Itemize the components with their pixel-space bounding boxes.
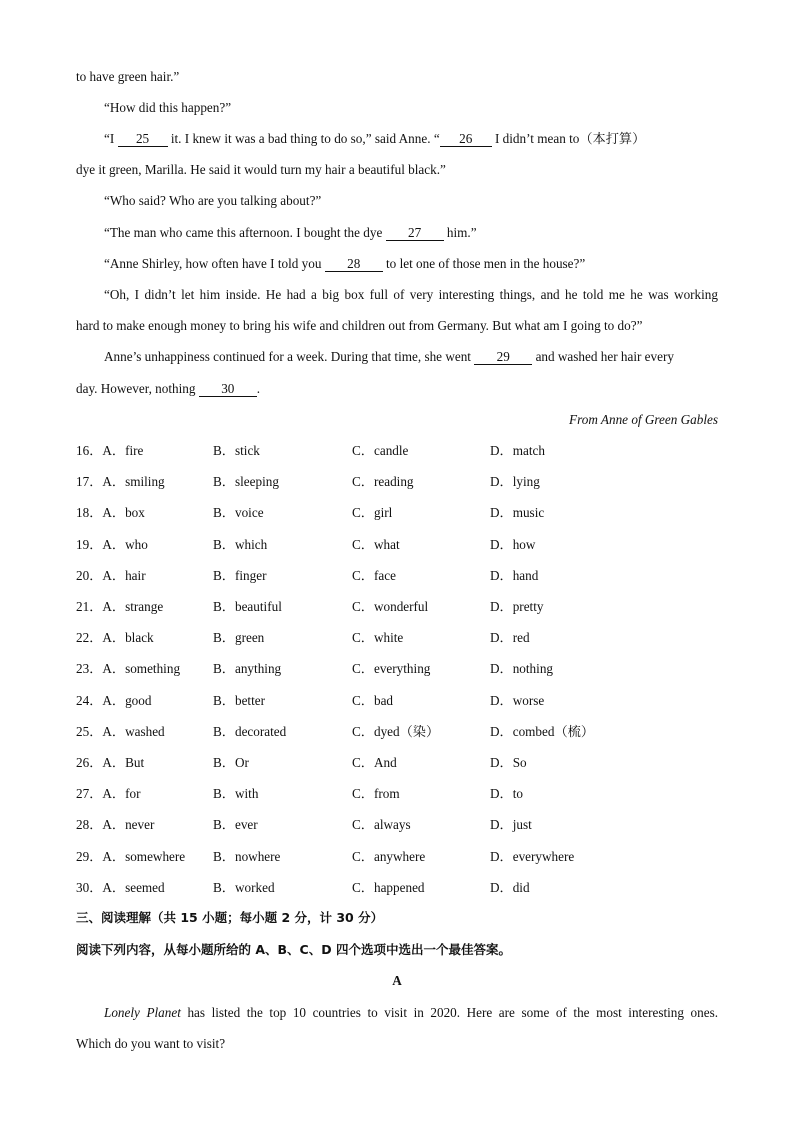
option-a xyxy=(76,754,144,772)
option-b: B．decorated xyxy=(213,723,287,739)
option-row xyxy=(76,660,718,678)
question-number: 19． xyxy=(76,536,103,552)
option-text: A．But xyxy=(102,755,145,770)
passage-line xyxy=(76,380,260,398)
option-row xyxy=(76,879,718,897)
passage-source: From Anne of Green Gables xyxy=(569,412,718,427)
option-row xyxy=(76,754,718,772)
section-instruction: 阅读下列内容，从每小题所给的 A、B、C、D 四个选项中选出一个最佳答案。 xyxy=(76,942,511,957)
text-run: to let one of those men in the house?” xyxy=(382,256,586,271)
option-b: B．with xyxy=(213,786,259,802)
question-number: 21． xyxy=(76,599,103,614)
blank-25: 25 xyxy=(118,131,168,147)
reading-line xyxy=(104,1004,718,1022)
option-c: C．always xyxy=(352,817,411,833)
option-d: D．lying xyxy=(490,474,540,490)
option-text: A．box xyxy=(102,505,145,521)
option-b: B．nowhere xyxy=(213,848,281,864)
option-d: D．to xyxy=(490,786,523,802)
option-d: D．just xyxy=(490,817,532,833)
option-a xyxy=(76,567,146,585)
question-number: 16． xyxy=(76,443,103,458)
passage-line xyxy=(104,255,585,273)
question-number: 18． xyxy=(76,505,103,521)
question-number: 26． xyxy=(76,755,103,770)
text-run: day. However, nothing xyxy=(76,381,199,396)
option-d: D．did xyxy=(490,879,530,895)
option-d: D．everywhere xyxy=(490,848,575,864)
option-row xyxy=(76,473,718,491)
option-d: D．music xyxy=(490,505,545,521)
passage-line: “Who said? Who are you talking about?” xyxy=(104,193,322,208)
option-b: B．finger xyxy=(213,567,267,583)
option-a xyxy=(76,785,140,803)
option-a xyxy=(76,598,163,616)
option-c: C．And xyxy=(352,755,397,770)
option-c: C．anywhere xyxy=(352,848,426,864)
text-run: “I xyxy=(104,131,118,146)
reading-line: Which do you want to visit? xyxy=(76,1036,226,1051)
option-text: A．fire xyxy=(102,443,144,458)
option-row xyxy=(76,785,718,803)
passage-line: to have green hair.” xyxy=(76,69,180,84)
passage-line: dye it green, Marilla. He said it would turn my hair a beautiful black.” xyxy=(76,162,446,177)
option-row xyxy=(76,567,718,585)
section-heading: 三、阅读理解（共 15 小题；每小题 2 分，计 30 分） xyxy=(76,910,384,925)
question-number: 20． xyxy=(76,567,103,583)
option-d: D．combed（梳） xyxy=(490,723,595,739)
option-row xyxy=(76,536,718,554)
question-number: 22． xyxy=(76,630,103,646)
option-text: A．for xyxy=(102,786,141,802)
option-a xyxy=(76,442,143,460)
option-c: C．candle xyxy=(352,443,409,458)
text-run: it. I knew it was a bad thing to do so,” said Anne. “ xyxy=(167,131,440,146)
part-title: A xyxy=(392,973,402,988)
option-d: D．pretty xyxy=(490,599,544,614)
option-d: D．worse xyxy=(490,692,545,708)
option-c: C．reading xyxy=(352,474,414,490)
blank-28: 28 xyxy=(325,256,383,272)
option-a xyxy=(76,504,145,522)
option-a xyxy=(76,660,180,678)
option-row xyxy=(76,816,718,834)
option-a xyxy=(76,879,165,897)
option-c: C．white xyxy=(352,630,404,646)
text-run: Anne’s unhappiness continued for a week. During that time, she went xyxy=(104,349,475,364)
option-d: D．nothing xyxy=(490,661,554,677)
text-run: “The man who came this afternoon. I bought the dye xyxy=(104,225,386,240)
option-a xyxy=(76,692,151,710)
option-b: B．sleeping xyxy=(213,474,279,490)
option-a xyxy=(76,848,185,866)
blank-29: 29 xyxy=(474,349,532,365)
blank-30: 30 xyxy=(199,381,257,397)
option-b: B．voice xyxy=(213,505,264,521)
text-run: him.” xyxy=(443,225,477,240)
option-c: C．everything xyxy=(352,661,431,677)
question-number: 25． xyxy=(76,723,103,739)
option-b: B．anything xyxy=(213,661,282,677)
magazine-title: Lonely Planet xyxy=(104,1005,181,1020)
option-b: B．ever xyxy=(213,817,258,833)
option-b: B．better xyxy=(213,692,266,708)
option-text: A．smiling xyxy=(102,474,165,490)
option-d: D．red xyxy=(490,630,530,646)
option-d: D．So xyxy=(490,755,527,770)
option-a xyxy=(76,816,154,834)
option-text: A．never xyxy=(102,817,155,833)
question-number: 28． xyxy=(76,817,103,833)
passage-line: hard to make enough money to bring his wife and children out from Germany. But what am I going to do?” xyxy=(76,318,643,333)
option-row xyxy=(76,598,718,616)
question-number: 27． xyxy=(76,786,103,802)
option-text: A．washed xyxy=(102,723,165,739)
option-text: A．who xyxy=(102,536,148,552)
question-number: 24． xyxy=(76,692,103,708)
option-c: C．happened xyxy=(352,879,425,895)
option-text: A．hair xyxy=(102,567,146,583)
option-d: D．hand xyxy=(490,567,539,583)
option-c: C．bad xyxy=(352,692,394,708)
passage-line: “How did this happen?” xyxy=(104,100,232,115)
option-c: C．what xyxy=(352,536,400,552)
text-run: . xyxy=(256,381,261,396)
passage-line xyxy=(104,130,645,148)
option-row xyxy=(76,692,718,710)
option-b: B．which xyxy=(213,536,268,552)
passage-line xyxy=(104,348,674,366)
text-run: has listed the top 10 countries to visit in 2020. Here are some of the most interesting ones. xyxy=(180,1005,718,1020)
question-number: 23． xyxy=(76,661,103,677)
text-run: and washed her hair every xyxy=(532,349,674,364)
option-b: B．worked xyxy=(213,879,275,895)
option-d: D．how xyxy=(490,536,536,552)
option-b: B．Or xyxy=(213,755,249,770)
question-number: 17． xyxy=(76,474,103,490)
question-number: 29． xyxy=(76,848,103,864)
option-b: B．stick xyxy=(213,443,260,458)
option-text: A．somewhere xyxy=(102,848,186,864)
option-c: C．from xyxy=(352,786,400,802)
option-a xyxy=(76,536,148,554)
blank-27: 27 xyxy=(386,225,444,241)
text-run: “Anne Shirley, how often have I told you xyxy=(104,256,325,271)
option-b: B．green xyxy=(213,630,265,646)
option-row xyxy=(76,442,718,460)
option-c: C．face xyxy=(352,567,396,583)
option-row xyxy=(76,629,718,647)
option-row xyxy=(76,504,718,522)
option-b: B．beautiful xyxy=(213,599,282,614)
passage-line xyxy=(104,224,477,242)
blank-26: 26 xyxy=(440,131,492,147)
option-c: C．dyed（染） xyxy=(352,723,440,739)
option-d: D．match xyxy=(490,443,545,458)
option-text: A．something xyxy=(102,661,181,677)
option-text: A．seemed xyxy=(102,879,165,895)
option-text: A．strange xyxy=(102,599,164,614)
option-row xyxy=(76,723,718,741)
option-a xyxy=(76,629,154,647)
option-c: C．wonderful xyxy=(352,599,429,614)
option-row xyxy=(76,848,718,866)
option-a xyxy=(76,723,165,741)
text-run: I didn’t mean to（本打算） xyxy=(491,131,646,146)
passage-line: “Oh, I didn’t let him inside. He had a big box full of very interesting things, and he told me he was working xyxy=(104,287,718,302)
option-text: A．black xyxy=(102,630,154,646)
option-c: C．girl xyxy=(352,505,393,521)
question-number: 30． xyxy=(76,879,103,895)
option-a xyxy=(76,473,165,491)
option-text: A．good xyxy=(102,692,152,708)
